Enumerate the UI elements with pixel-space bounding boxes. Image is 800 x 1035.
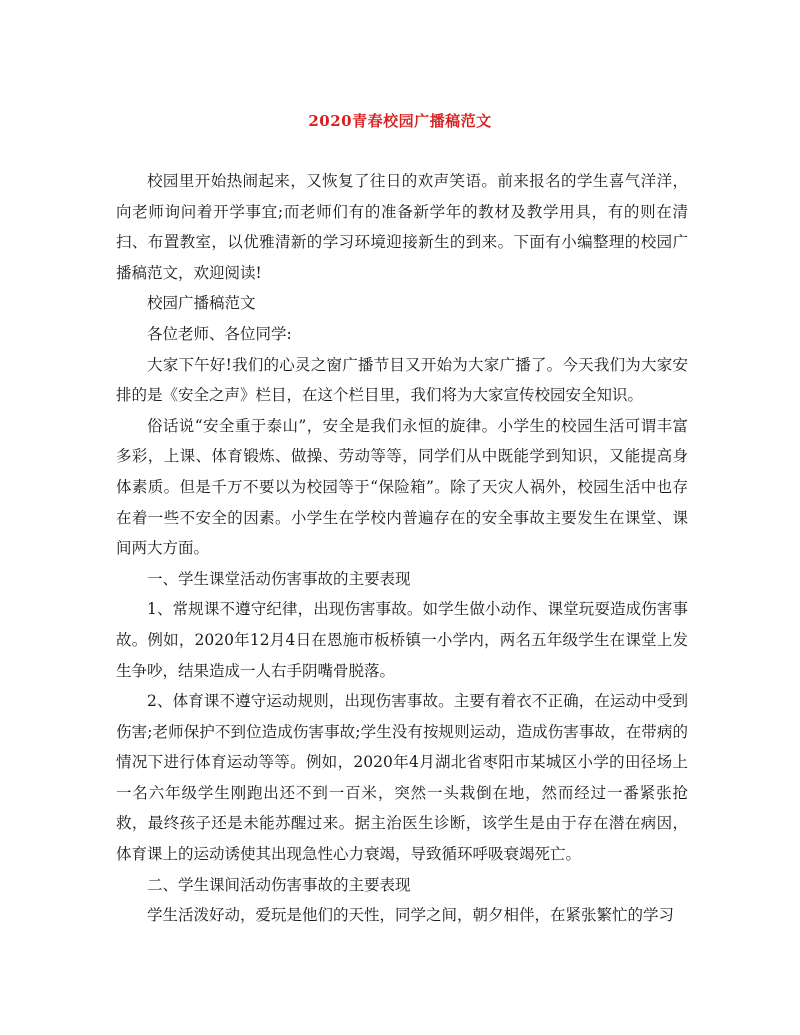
document-body (116, 166, 688, 931)
paragraph: 2、体育课不遵守运动规则，出现伤害事故。主要有着衣不正确，在运动中受到伤害;老师保护不到位造成伤害事故;学生没有按规则运动，造成伤害事故，在带病的情况下进行体育运动等等。例如，2020年4月湖北省枣阳市某城区小学的田径场上一名六年级学生刚跑出还不到一百米，突然一头栽倒在地，然而经过一番紧张抢救，最终孩子还是未能苏醒过来。据主治医生诊断，该学生是由于存在潜在病因，体育课上的运动诱使其出现急性心力衰竭，导致循环呼吸衰竭死亡。 (116, 692, 688, 864)
section-heading: 二、学生课间活动伤害事故的主要表现 (147, 875, 411, 894)
paragraph: 俗话说“安全重于泰山”，安全是我们永恒的旋律。小学生的校园生活可谓丰富多彩，上课、体育锻炼、做操、劳动等等，同学们从中既能学到知识，又能提高身体素质。但是千万不要以为校园等于“保险箱”。除了天灾人祸外，校园生活中也存在着一些不安全的因素。小学生在学校内普遍存在的安全事故主要发生在课堂、课间两大方面。 (116, 416, 688, 558)
paragraph-intro: 校园里开始热闹起来，又恢复了往日的欢声笑语。前来报名的学生喜气洋洋，向老师询问着开学事宜;而老师们有的准备新学年的教材及教学用具，有的则在清扫、布置教室，以优雅清新的学习环境迎接新生的到来。下面有小编整理的校园广播稿范文，欢迎阅读! (116, 172, 688, 282)
paragraph: 1、常规课不遵守纪律，出现伤害事故。如学生做小动作、课堂玩耍造成伤害事故。例如，2020年12月4日在恩施市板桥镇一小学内，两名五年级学生在课堂上发生争吵，结果造成一人右手阴嘴骨脱落。 (116, 600, 688, 680)
document-title: 2020青春校园广播稿范文 (308, 112, 492, 130)
paragraph-greeting: 各位老师、各位同学: (147, 324, 292, 343)
section-heading: 一、学生课堂活动伤害事故的主要表现 (147, 569, 411, 588)
paragraph: 大家下午好!我们的心灵之窗广播节目又开始为大家广播了。今天我们为大家安排的是《安全之声》栏目，在这个栏目里，我们将为大家宣传校园安全知识。 (116, 355, 688, 405)
paragraph-heading: 校园广播稿范文 (147, 294, 256, 313)
paragraph: 学生活泼好动，爱玩是他们的天性，同学之间，朝夕相伴，在紧张繁忙的学习 (147, 906, 675, 925)
